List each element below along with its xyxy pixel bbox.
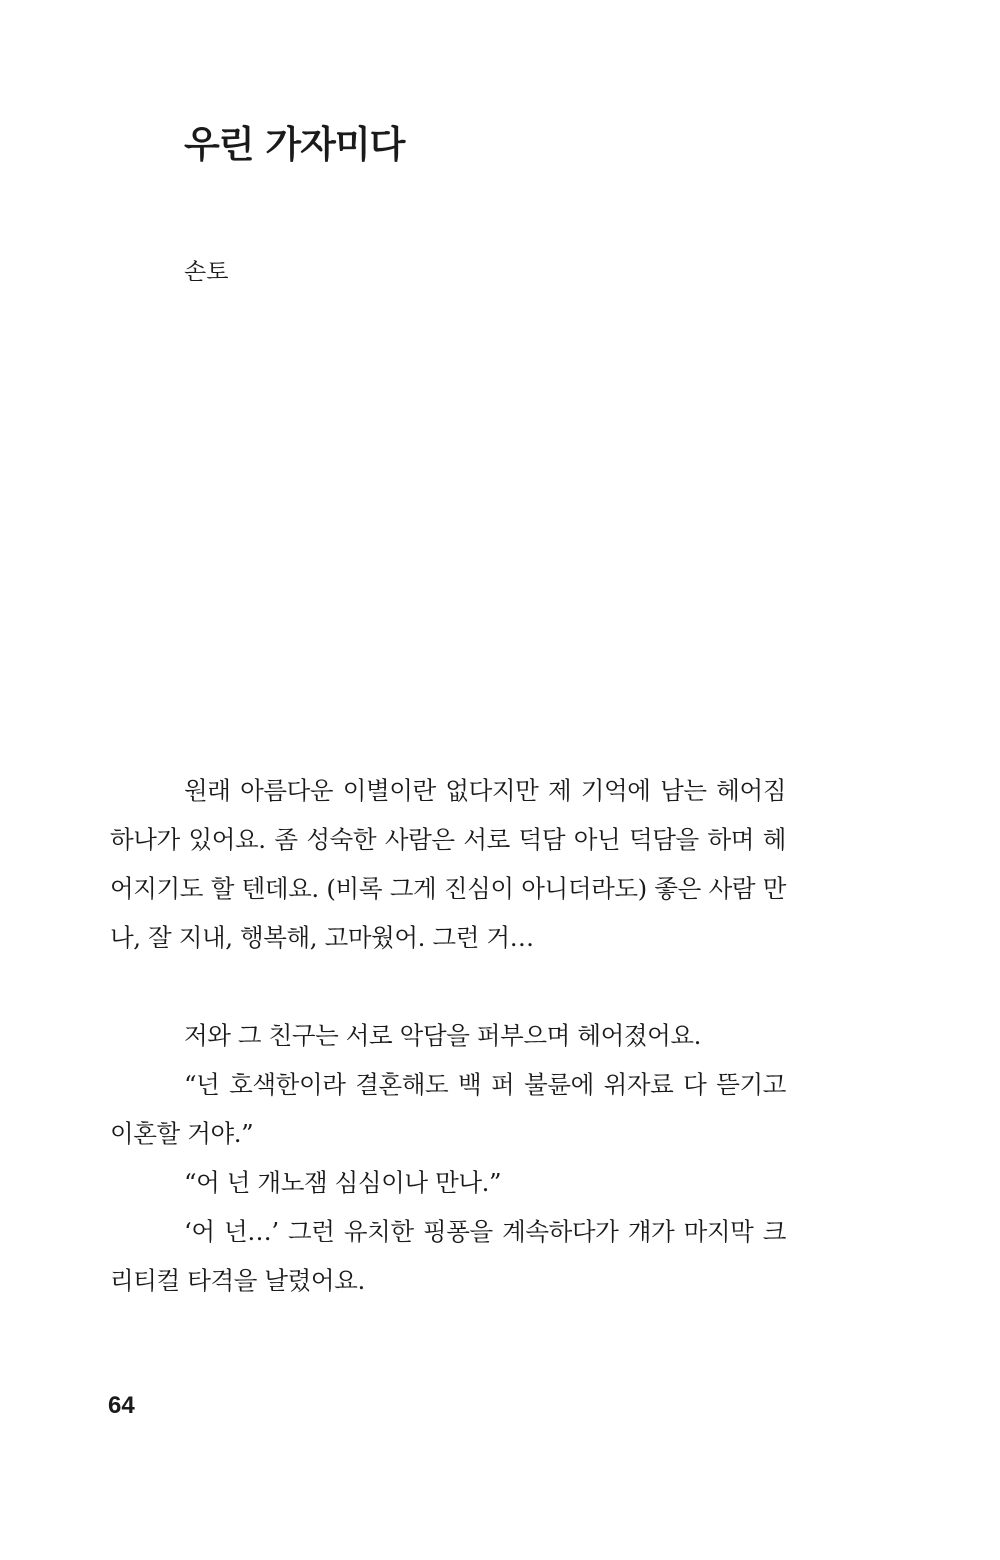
paragraph: “넌 호색한이라 결혼해도 백 퍼 불륜에 위자료 다 뜯기고 이혼할 거야.” <box>110 1070 786 1148</box>
paragraph: ‘어 넌…’ 그런 유치한 핑퐁을 계속하다가 걔가 마지막 크리티컬 타격을 날렸어요. <box>110 1217 786 1295</box>
paragraph-break <box>110 962 786 1011</box>
paragraph: “어 넌 개노잼 심심이나 만나.” <box>184 1168 502 1197</box>
chapter-title: 우린 가자미다 <box>184 123 405 166</box>
paragraph: 저와 그 친구는 서로 악담을 퍼부으며 헤어졌어요. <box>184 1021 702 1050</box>
author-name: 손토 <box>184 259 229 285</box>
body-text <box>110 766 786 1305</box>
page-number: 64 <box>108 1392 135 1419</box>
paragraph: 원래 아름다운 이별이란 없다지만 제 기억에 남는 헤어짐 하나가 있어요. 좀 성숙한 사람은 서로 덕담 아닌 덕담을 하며 헤어지기도 할 텐데요. (비록 그게 진심이 아니더라도) 좋은 사람 만나, 잘 지내, 행복해, 고마웠어. 그런 거… <box>110 776 786 952</box>
